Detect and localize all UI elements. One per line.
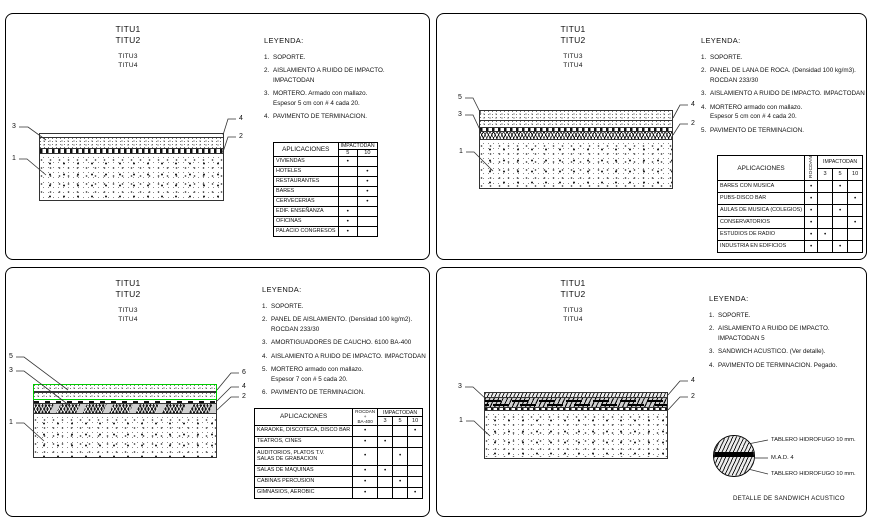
mark-cell: • <box>805 217 818 229</box>
title-block <box>519 278 627 324</box>
legend <box>701 36 863 139</box>
callout-4: 4 <box>691 101 695 108</box>
mark-cell <box>338 177 358 187</box>
table-row: AULAS DE MUSICA (COLEGIOS) • • <box>718 205 863 217</box>
callout-4: 4 <box>239 115 243 122</box>
mark-cell: • <box>378 436 393 447</box>
mark-cell <box>848 229 863 241</box>
applications-table <box>717 155 863 253</box>
table-row: RESTAURANTES • <box>274 177 378 187</box>
legend-heading: LEYENDA: <box>701 36 741 45</box>
detail-tablero-inferior <box>714 457 754 477</box>
table-row: PALACIO CONGRESOS • <box>274 227 378 237</box>
legend <box>264 36 426 126</box>
detail-label-mad: M.A.D. 4 <box>771 455 794 461</box>
legend-item: 1. SOPORTE. <box>264 53 306 61</box>
legend-item: 5. PAVIMENTO DE TERMINACION. <box>701 126 804 134</box>
sandwich-detail-circle <box>713 435 755 477</box>
mark-cell: • <box>805 181 818 193</box>
section-drawing <box>479 110 673 189</box>
mark-cell <box>408 436 423 447</box>
mark-cell <box>378 425 393 436</box>
title-titu4: TITU4 <box>118 316 138 323</box>
legend-heading: LEYENDA: <box>262 285 302 294</box>
section-drawing <box>33 384 217 459</box>
mark-cell: • <box>833 241 848 253</box>
mark-cell <box>338 187 358 197</box>
table-row: SALAS DE MAQUINAS • • <box>255 465 423 476</box>
sandwich-streak <box>485 400 667 402</box>
callout-3: 3 <box>9 367 13 374</box>
mark-cell: • <box>358 187 378 197</box>
mark-cell: • <box>358 167 378 177</box>
mark-cell <box>393 436 408 447</box>
mark-cell <box>818 193 833 205</box>
title-titu2: TITU2 <box>115 289 141 299</box>
mark-cell: • <box>848 193 863 205</box>
legend-item: 2. PANEL DE LANA DE ROCA. (Densidad 100 kg/m3). ROCDAN 233/30 <box>701 67 856 84</box>
col-header-aplicaciones: APLICACIONES <box>255 409 353 426</box>
legend <box>262 285 430 402</box>
layer-lana-de-roca <box>480 132 672 140</box>
legend-item: 2. AISLAMIENTO A RUIDO DE IMPACTO. IMPACTODAN <box>264 67 385 84</box>
mark-cell: • <box>358 177 378 187</box>
title-block <box>74 278 182 324</box>
callout-1: 1 <box>9 419 13 426</box>
subcol-3: 3 <box>818 168 833 181</box>
mark-cell: • <box>408 425 423 436</box>
title-titu2: TITU2 <box>560 35 586 45</box>
layer-mortero <box>40 138 223 149</box>
table-row: TEATROS, CINES • • <box>255 436 423 447</box>
mark-cell <box>818 217 833 229</box>
mark-cell <box>393 425 408 436</box>
mark-cell <box>358 227 378 237</box>
table-row: AUDITORIOS, PLATOS T.V. SALAS DE GRABACION • • <box>255 447 423 465</box>
mark-cell <box>338 197 358 207</box>
legend-item: 3. MORTERO. Armado con mallazo. Espesor 5 cm con # 4 cada 20. <box>264 90 368 107</box>
title-titu3: TITU3 <box>563 53 583 60</box>
detail-caption: DETALLE DE SANDWICH ACUSTICO <box>733 495 845 502</box>
layer-mortero <box>480 121 672 128</box>
mark-cell: • <box>833 181 848 193</box>
title-titu1: TITU1 <box>560 24 586 34</box>
table-row <box>255 409 423 417</box>
panel-sandwich-acustico <box>436 267 867 517</box>
subcol-5: 5 <box>338 150 358 157</box>
legend-item: 2. PANEL DE AISLAMIENTO. (Densidad 100 kg/m2). ROCDAN 233/30 <box>262 316 413 333</box>
layer-pavimento <box>480 111 672 121</box>
col-header-aplicaciones: APLICACIONES <box>718 156 805 181</box>
table-row: EDIF. ENSEÑANZA • <box>274 207 378 217</box>
title-titu3: TITU3 <box>563 307 583 314</box>
table-row: PUBS-DISCO BAR • • <box>718 193 863 205</box>
table-row: KARAOKE, DISCOTECA, DISCO BAR • • <box>255 425 423 436</box>
mark-cell <box>848 241 863 253</box>
subcol-10: 10 <box>408 417 423 425</box>
section-drawing <box>484 392 668 459</box>
callout-4: 4 <box>242 383 246 390</box>
legend-item: 6. PAVIMENTO DE TERMINACION. <box>262 389 365 396</box>
table-row <box>718 156 863 169</box>
mark-cell: • <box>848 217 863 229</box>
table-row: CONSERVATORIOS • • <box>718 217 863 229</box>
mark-cell: • <box>818 229 833 241</box>
callout-3: 3 <box>458 111 462 118</box>
mark-cell <box>833 193 848 205</box>
layer-sandwich-acustico <box>485 398 667 408</box>
callout-6: 6 <box>242 369 246 376</box>
title-titu3: TITU3 <box>118 307 138 314</box>
legend-item: 5. MORTERO armado con mallazo. Espesor 7 con # 5 cada 20. <box>262 366 364 383</box>
mark-cell: • <box>805 205 818 217</box>
title-titu4: TITU4 <box>563 316 583 323</box>
mark-cell: • <box>833 205 848 217</box>
title-block <box>519 24 627 70</box>
mark-cell <box>848 205 863 217</box>
mark-cell: • <box>353 436 378 447</box>
mark-cell: • <box>353 487 378 498</box>
mark-cell <box>338 167 358 177</box>
mark-cell <box>833 217 848 229</box>
panel-impactodan <box>5 13 430 260</box>
title-titu3: TITU3 <box>118 53 138 60</box>
subcol-10: 10 <box>358 150 378 157</box>
mark-cell: • <box>805 241 818 253</box>
callout-3: 3 <box>458 383 462 390</box>
legend-item: 3. AMORTIGUADORES DE CAUCHO. 6100 BA-400 <box>262 339 412 346</box>
detail-tablero-superior <box>714 436 754 452</box>
mark-cell: • <box>353 447 378 465</box>
mark-cell <box>408 476 423 487</box>
mark-cell <box>358 217 378 227</box>
mark-cell <box>378 447 393 465</box>
callout-4: 4 <box>691 377 695 384</box>
mark-cell <box>378 487 393 498</box>
mark-cell: • <box>338 157 358 167</box>
table-row: ESTUDIOS DE RADIO • • <box>718 229 863 241</box>
layer-soporte <box>40 154 223 199</box>
mark-cell: • <box>393 476 408 487</box>
detail-label-tablero-1: TABLERO HIDROFUGO 10 mm. <box>771 437 856 443</box>
mark-cell <box>833 229 848 241</box>
table-row <box>274 143 378 150</box>
legend-item: 1. SOPORTE. <box>701 53 743 61</box>
callout-2: 2 <box>242 393 246 400</box>
col-group-impactodan: IMPACTODAN <box>378 409 423 417</box>
table-row: INDUSTRIA EN EDIFICIOS • • <box>718 241 863 253</box>
legend-item: 4. MORTERO armado con mallazo. Espesor 5 cm con # 4 cada 20. <box>701 103 803 120</box>
table-row: CABINAS PERCUSION • • <box>255 476 423 487</box>
legend-item: 2. AISLAMIENTO A RUIDO DE IMPACTO. IMPACTODAN 5 <box>709 325 830 342</box>
legend-item: 1. SOPORTE. <box>262 302 304 310</box>
mark-cell <box>358 207 378 217</box>
col-group-impactodan: IMPACTODAN <box>338 143 377 150</box>
mark-cell <box>393 465 408 476</box>
legend-heading: LEYENDA: <box>264 36 304 45</box>
legend-heading: LEYENDA: <box>709 294 749 303</box>
subcol-5: 5 <box>833 168 848 181</box>
callout-1: 1 <box>12 155 16 162</box>
mark-cell <box>358 157 378 167</box>
callout-5: 5 <box>9 353 13 360</box>
table-row: BARES CON MUSICA • • <box>718 181 863 193</box>
title-titu1: TITU1 <box>560 278 586 288</box>
col-header-aplicaciones: APLICACIONES <box>274 143 339 157</box>
mark-cell <box>818 181 833 193</box>
section-drawing <box>39 133 224 201</box>
table-row: VIVIENDAS • <box>274 157 378 167</box>
legend-item: 4. AISLAMIENTO A RUIDO DE IMPACTO. IMPACTODAN <box>262 352 426 360</box>
sandwich-streak <box>485 404 667 406</box>
title-titu1: TITU1 <box>115 24 141 34</box>
title-titu2: TITU2 <box>115 35 141 45</box>
table-row: CERVECERIAS • <box>274 197 378 207</box>
table-row: GIMNASIOS, AEROBIC • • <box>255 487 423 498</box>
col-header-rocdan: ROCDAN <box>805 156 818 181</box>
callout-3: 3 <box>12 123 16 130</box>
mark-cell <box>408 447 423 465</box>
subcol-3: 3 <box>378 417 393 425</box>
mark-cell <box>848 181 863 193</box>
mark-cell: • <box>353 476 378 487</box>
mark-cell: • <box>338 227 358 237</box>
applications-table <box>273 142 378 237</box>
mark-cell: • <box>805 229 818 241</box>
callout-2: 2 <box>239 133 243 140</box>
callout-1: 1 <box>459 417 463 424</box>
mark-cell <box>818 205 833 217</box>
mark-cell <box>378 476 393 487</box>
callout-2: 2 <box>691 120 695 127</box>
legend-item: 3. SANDWICH ACUSTICO. (Ver detalle). <box>709 348 826 355</box>
legend-item: 4. PAVIMENTO DE TERMINACION. <box>264 113 367 120</box>
subcol-5: 5 <box>393 417 408 425</box>
panel-rocdan-ba400 <box>5 267 430 517</box>
legend-item: 3. AISLAMIENTO A RUIDO DE IMPACTO. IMPACTODAN <box>701 90 865 97</box>
mark-cell: • <box>408 487 423 498</box>
col-group-impactodan: IMPACTODAN <box>818 156 863 169</box>
mark-cell: • <box>353 465 378 476</box>
layer-soporte <box>480 140 672 187</box>
layer-soporte <box>485 411 667 457</box>
callout-1: 1 <box>459 148 463 155</box>
mark-cell <box>393 487 408 498</box>
mark-cell: • <box>338 217 358 227</box>
col-header-rocdan-ba400: ROCDAN + BA-400 <box>353 409 378 426</box>
layer-soporte <box>33 414 217 458</box>
panel-rocdan-impactodan <box>436 13 867 260</box>
mark-cell: • <box>358 197 378 207</box>
mark-cell: • <box>393 447 408 465</box>
mark-cell: • <box>338 207 358 217</box>
mark-cell: • <box>805 193 818 205</box>
title-titu4: TITU4 <box>118 62 138 69</box>
legend-item: 4. PAVIMENTO DE TERMINACION. Pegado. <box>709 361 838 369</box>
table-row: BARES • <box>274 187 378 197</box>
table-row: HOTELES • <box>274 167 378 177</box>
mark-cell: • <box>378 465 393 476</box>
title-block <box>74 24 182 70</box>
mark-cell: • <box>353 425 378 436</box>
title-titu1: TITU1 <box>115 278 141 288</box>
table-row: OFICINAS • <box>274 217 378 227</box>
detail-label-tablero-2: TABLERO HIDROFUGO 10 mm. <box>771 471 856 477</box>
title-titu4: TITU4 <box>563 62 583 69</box>
layer-mortero-inf <box>34 393 216 399</box>
subcol-10: 10 <box>848 168 863 181</box>
applications-table <box>254 408 423 499</box>
layer-amortiguadores <box>33 403 217 414</box>
callout-2: 2 <box>691 393 695 400</box>
mark-cell <box>818 241 833 253</box>
floating-slab-outline <box>33 384 217 400</box>
legend-item: 1. SOPORTE. <box>709 311 751 319</box>
callout-5: 5 <box>458 94 462 101</box>
legend <box>709 294 863 374</box>
mark-cell <box>408 465 423 476</box>
title-titu2: TITU2 <box>560 289 586 299</box>
